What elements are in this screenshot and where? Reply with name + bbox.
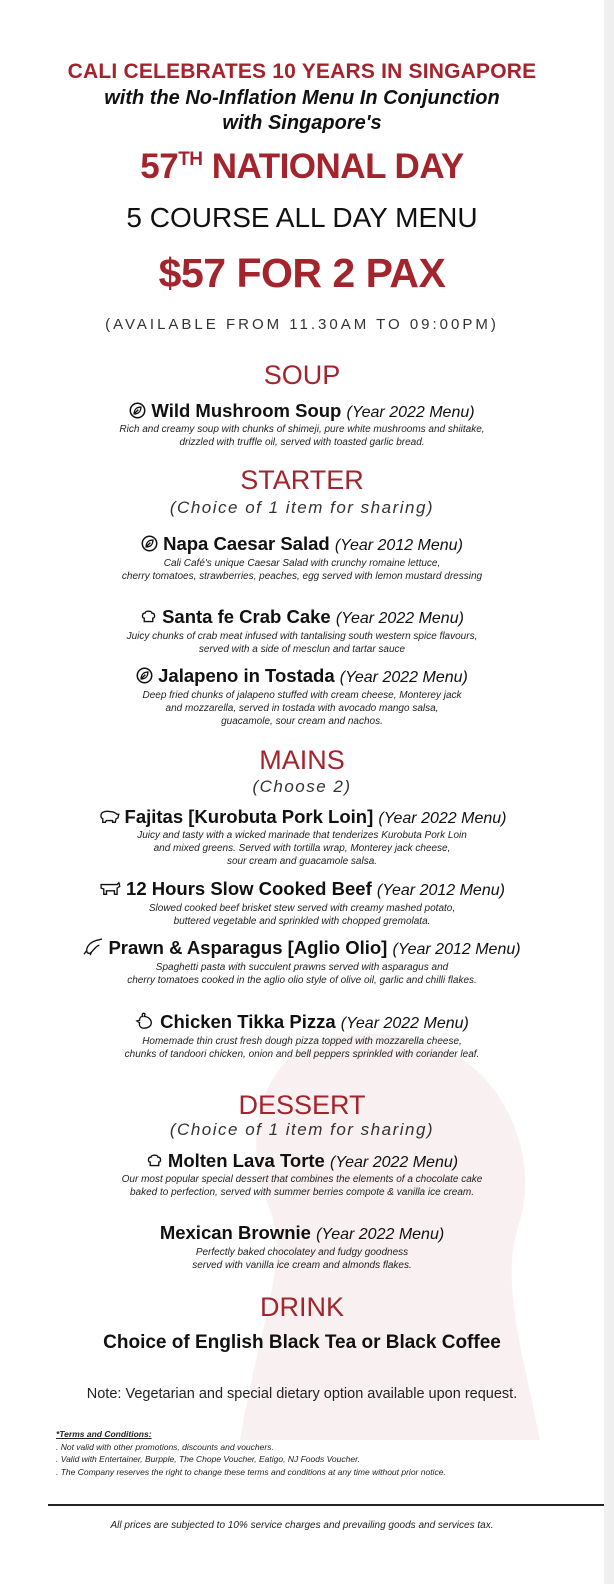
dish-description — [0, 689, 604, 728]
desc-line: cherry tomatoes, strawberries, peaches, egg served with lemon mustard dressing — [121, 571, 483, 582]
desc-line: cherry tomatoes cooked in the aglio olio style of olive oil, garlic and chilli flakes. — [127, 975, 477, 986]
pig-icon — [98, 809, 120, 825]
dish-name: Chicken Tikka Pizza — [160, 1011, 336, 1032]
national-day-number: 57 — [140, 147, 179, 186]
anniversary-subtitle — [0, 86, 604, 136]
desc-line: Perfectly baked chocolatey and fudgy goodness — [195, 1247, 409, 1258]
dish-title — [0, 606, 604, 628]
section-heading-starter: STARTER — [240, 465, 364, 495]
leaf-icon — [129, 402, 146, 419]
chef-hat-icon — [140, 608, 157, 625]
cow-icon — [99, 881, 121, 897]
merlion-watermark-icon — [200, 1000, 580, 1440]
desc-line: buttered vegetable and sprinkled with chopped gremolata. — [173, 916, 431, 927]
dish-description — [0, 961, 604, 987]
anniversary-title: CALI CELEBRATES 10 YEARS IN SINGAPORE — [67, 60, 537, 83]
dish-name: Wild Mushroom Soup — [151, 400, 342, 421]
desc-line: served with a side of mesclun and tartar sauce — [198, 644, 406, 655]
chicken-icon — [135, 1012, 155, 1030]
terms-line: . The Company reserves the right to change these terms and conditions at any time without prior notice. — [56, 1466, 446, 1477]
chef-hat-icon — [146, 1152, 163, 1169]
subtitle-line-2: with Singapore's — [222, 112, 382, 134]
dish-description — [0, 557, 604, 583]
footer-divider — [48, 1504, 608, 1506]
dish-year: (Year 2022 Menu) — [330, 1154, 459, 1171]
desc-line: served with vanilla ice cream and almonds flakes. — [192, 1260, 412, 1271]
dish-year: (Year 2022 Menu) — [339, 669, 468, 686]
desc-line: sour cream and guacamole salsa. — [226, 856, 378, 867]
dish-title — [0, 1150, 604, 1172]
price-title: $57 FOR 2 PAX — [158, 250, 446, 296]
course-title: 5 COURSE ALL DAY MENU — [126, 202, 478, 233]
leaf-icon — [141, 535, 158, 552]
dish-name: Fajitas [Kurobuta Pork Loin] — [124, 806, 374, 827]
terms-block — [56, 1428, 446, 1478]
dish-name: 12 Hours Slow Cooked Beef — [126, 878, 372, 899]
desc-line: drizzled with truffle oil, served with toasted garlic bread. — [179, 437, 425, 448]
terms-line: . Not valid with other promotions, discounts and vouchers. — [56, 1441, 274, 1452]
terms-title: *Terms and Conditions: — [56, 1429, 152, 1439]
section-heading-drink: DRINK — [259, 1292, 344, 1322]
desc-line: and mixed greens. Served with tortilla wrap, Monterey jack cheese, — [153, 843, 451, 854]
dish-name: Santa fe Crab Cake — [162, 606, 331, 627]
leaf-icon — [136, 667, 153, 684]
desc-line: guacamole, sour cream and nachos. — [221, 716, 383, 727]
dish-year: (Year 2012 Menu) — [376, 882, 505, 899]
section-heading-soup: SOUP — [263, 360, 341, 390]
national-day-title — [0, 147, 604, 187]
dish-title — [0, 665, 604, 687]
page-edge — [604, 0, 614, 1584]
desc-line: Deep fried chunks of jalapeno stuffed with cream cheese, Monterey jack — [142, 690, 462, 701]
starter-choice: (Choice of 1 item for sharing) — [169, 498, 435, 517]
dish-year: (Year 2022 Menu) — [316, 1226, 445, 1243]
desc-line: Homemade thin crust fresh dough pizza topped with mozzarella cheese, — [142, 1036, 462, 1047]
dish-year: (Year 2012 Menu) — [392, 941, 521, 958]
dish-year: (Year 2022 Menu) — [340, 1015, 469, 1032]
desc-line: chunks of tandoori chicken, onion and bell peppers sprinkled with coriander leaf. — [124, 1049, 480, 1060]
desc-line: Our most popular special dessert that combines the elements of a chocolate cake — [121, 1174, 483, 1185]
dish-description — [0, 630, 604, 656]
dish-description — [0, 423, 604, 449]
dish-year: (Year 2022 Menu) — [335, 610, 464, 627]
dish-title — [0, 400, 604, 422]
desc-line: baked to perfection, served with summer berries compote & vanilla ice cream. — [129, 1187, 475, 1198]
drink-text: Choice of English Black Tea or Black Coffee — [103, 1332, 501, 1353]
availability-text: (AVAILABLE FROM 11.30AM TO 09:00PM) — [105, 316, 499, 333]
desc-line: Cali Café's unique Caesar Salad with crunchy romaine lettuce, — [163, 558, 441, 569]
dish-year: (Year 2022 Menu) — [378, 810, 507, 827]
mains-choice: (Choose 2) — [252, 777, 352, 796]
dish-name: Prawn & Asparagus [Aglio Olio] — [108, 937, 388, 958]
dish-description — [0, 1035, 604, 1061]
dish-description — [0, 1173, 604, 1199]
desc-line: Rich and creamy soup with chunks of shimeji, pure white mushrooms and shiitake, — [119, 424, 485, 435]
dish-title — [0, 878, 604, 900]
dietary-note: Note: Vegetarian and special dietary option available upon request. — [86, 1386, 518, 1402]
dish-title — [0, 1222, 604, 1244]
subtitle-line-1: with the No-Inflation Menu In Conjunction — [104, 87, 500, 109]
dish-title — [0, 533, 604, 555]
dish-name: Mexican Brownie — [159, 1222, 311, 1243]
dish-year: (Year 2012 Menu) — [334, 537, 463, 554]
dessert-choice: (Choice of 1 item for sharing) — [169, 1120, 435, 1139]
dish-description — [0, 902, 604, 928]
dish-title — [0, 806, 604, 828]
dish-name: Molten Lava Torte — [167, 1150, 325, 1171]
dish-name: Napa Caesar Salad — [163, 533, 330, 554]
dish-name: Jalapeno in Tostada — [158, 665, 335, 686]
shrimp-icon — [83, 938, 103, 956]
dish-title — [0, 1011, 604, 1033]
dish-description — [0, 829, 604, 868]
terms-line: . Valid with Entertainer, Burpple, The Chope Voucher, Eatigo, NJ Foods Voucher. — [56, 1454, 360, 1464]
desc-line: Spaghetti pasta with succulent prawns served with asparagus and — [155, 962, 449, 973]
dish-year: (Year 2022 Menu) — [346, 404, 475, 421]
section-heading-mains: MAINS — [259, 745, 345, 775]
dish-title — [0, 937, 604, 959]
desc-line: Juicy chunks of crab meat infused with tantalising south western spice flavours, — [126, 631, 478, 642]
dish-description — [0, 1246, 604, 1272]
section-heading-dessert: DESSERT — [238, 1090, 366, 1120]
footer-text: All prices are subjected to 10% service charges and prevailing goods and services tax. — [110, 1520, 494, 1531]
national-day-ordinal: TH — [178, 149, 203, 170]
desc-line: and mozzarella, served in tostada with avocado mango salsa, — [165, 703, 439, 714]
desc-line: Juicy and tasty with a wicked marinade that tenderizes Kurobuta Pork Loin — [137, 830, 467, 841]
desc-line: Slowed cooked beef brisket stew served with creamy mashed potato, — [148, 903, 456, 914]
national-day-text: NATIONAL DAY — [202, 147, 464, 186]
